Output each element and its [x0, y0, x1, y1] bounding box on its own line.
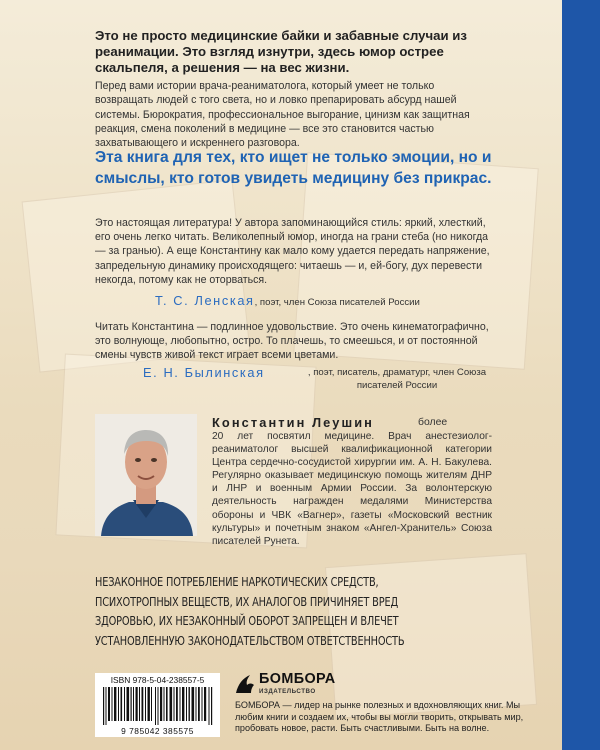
pull-quote: Эта книга для тех, кто ищет не только эмоции, но и смыслы, кто готов увидеть медицину без прикрас. [95, 149, 492, 187]
review-text-1: Это настоящая литература! У автора запоминающийся стиль: яркий, хлесткий, его очень легко читать. Великолепный юмор, иногда на грани стеба (но никогда — за гранью). А еще Константину как мало кому удается передать напряжение, запредельную динамику происходящего: читаешь — и, ей-богу, дух перевести некогда, потому как не оторваться. [95, 217, 490, 286]
publisher-subtitle: ИЗДАТЕЛЬСТВО [259, 688, 316, 695]
legal-warning: НЕЗАКОННОЕ ПОТРЕБЛЕНИЕ НАРКОТИЧЕСКИХ СРЕДСТВ, ПСИХОТРОПНЫХ ВЕЩЕСТВ, ИХ АНАЛОГОВ ПРИЧИНЯЕТ ВРЕД ЗДОРОВЬЮ, ИХ НЕЗАКОННЫЙ ОБОРОТ ЗАПРЕЩЕН И ВЛЕЧЕТ УСТАНОВЛЕННУЮ ЗАКОНОДАТЕЛЬСТВОМ ОТВЕТСТВЕННОСТЬ [95, 575, 405, 649]
reviewer-role-2: , поэт, писатель, драматург, член Союза писателей России [307, 367, 487, 391]
barcode-bars [101, 687, 214, 725]
author-bio: 20 лет посвятил медицине. Врач анестезиолог-реаниматолог высшей квалификационной категории Центра сердечно-сосудистой хирургии им. А. Н. Бакулева. Регулярно оказывает медицинскую помощь жителям ДНР и ЛНР и военным Армии России. За волонтерскую деятельность награжден медалями Министерства обороны и ЧВК «Вагнер», газеты «Московский вестник культуры» и почетным знаком «Ангел-Хранитель» Союза писателей Рунета. [212, 431, 492, 547]
reviewer-name-2: Е. Н. Былинская [143, 365, 265, 380]
reviewer-role-1: , поэт, член Союза писателей России [254, 297, 420, 308]
author-name: Константин Леушин [212, 415, 375, 430]
barcode-digits: 9 785042 385575 [121, 726, 194, 736]
review-text-2: Читать Константина — подлинное удовольствие. Это очень кинематографично, это волнующе, любопытно, остро. То плачешь, то смеешься, и от постоянной смены чувств живой текст играет всеми цветами. [95, 321, 489, 362]
isbn-number: ISBN 978-5-04-238557-5 [110, 675, 205, 685]
author-photo [95, 414, 197, 536]
intro-paragraph: Перед вами истории врача-реаниматолога, который умеет не только возвращать людей с того света, но и ловко препарировать абсурд нашей системы. Бюрократия, профессиональное выгорание, цинизм как защитная реакция, смена поколений в медицине — все это становится частью захватывающего и искреннего разговора. [95, 80, 470, 150]
barcode [95, 673, 220, 737]
publisher-blurb: БОМБОРА — лидер на рынке полезных и вдохновляющих книг. Мы любим книги и создаем их, чтобы вы могли творить, открывать мир, пробовать новое, расти. Быть счастливыми. Быть на волне. [235, 700, 524, 734]
author-bio-first-word: более [418, 417, 448, 428]
lead-paragraph: Это не просто медицинские байки и забавные случаи из реанимации. Это взгляд изнутри, здесь юмор острее скальпеля, а решения — на вес жизни. [95, 28, 467, 75]
publisher-logo [235, 668, 345, 698]
blue-spine-strip [562, 0, 600, 750]
bombora-wave-icon [235, 672, 255, 694]
reviewer-name-1: Т. С. Ленская [155, 293, 255, 308]
review-signature-1 [95, 293, 495, 308]
publisher-name: БОМБОРА [259, 671, 336, 687]
